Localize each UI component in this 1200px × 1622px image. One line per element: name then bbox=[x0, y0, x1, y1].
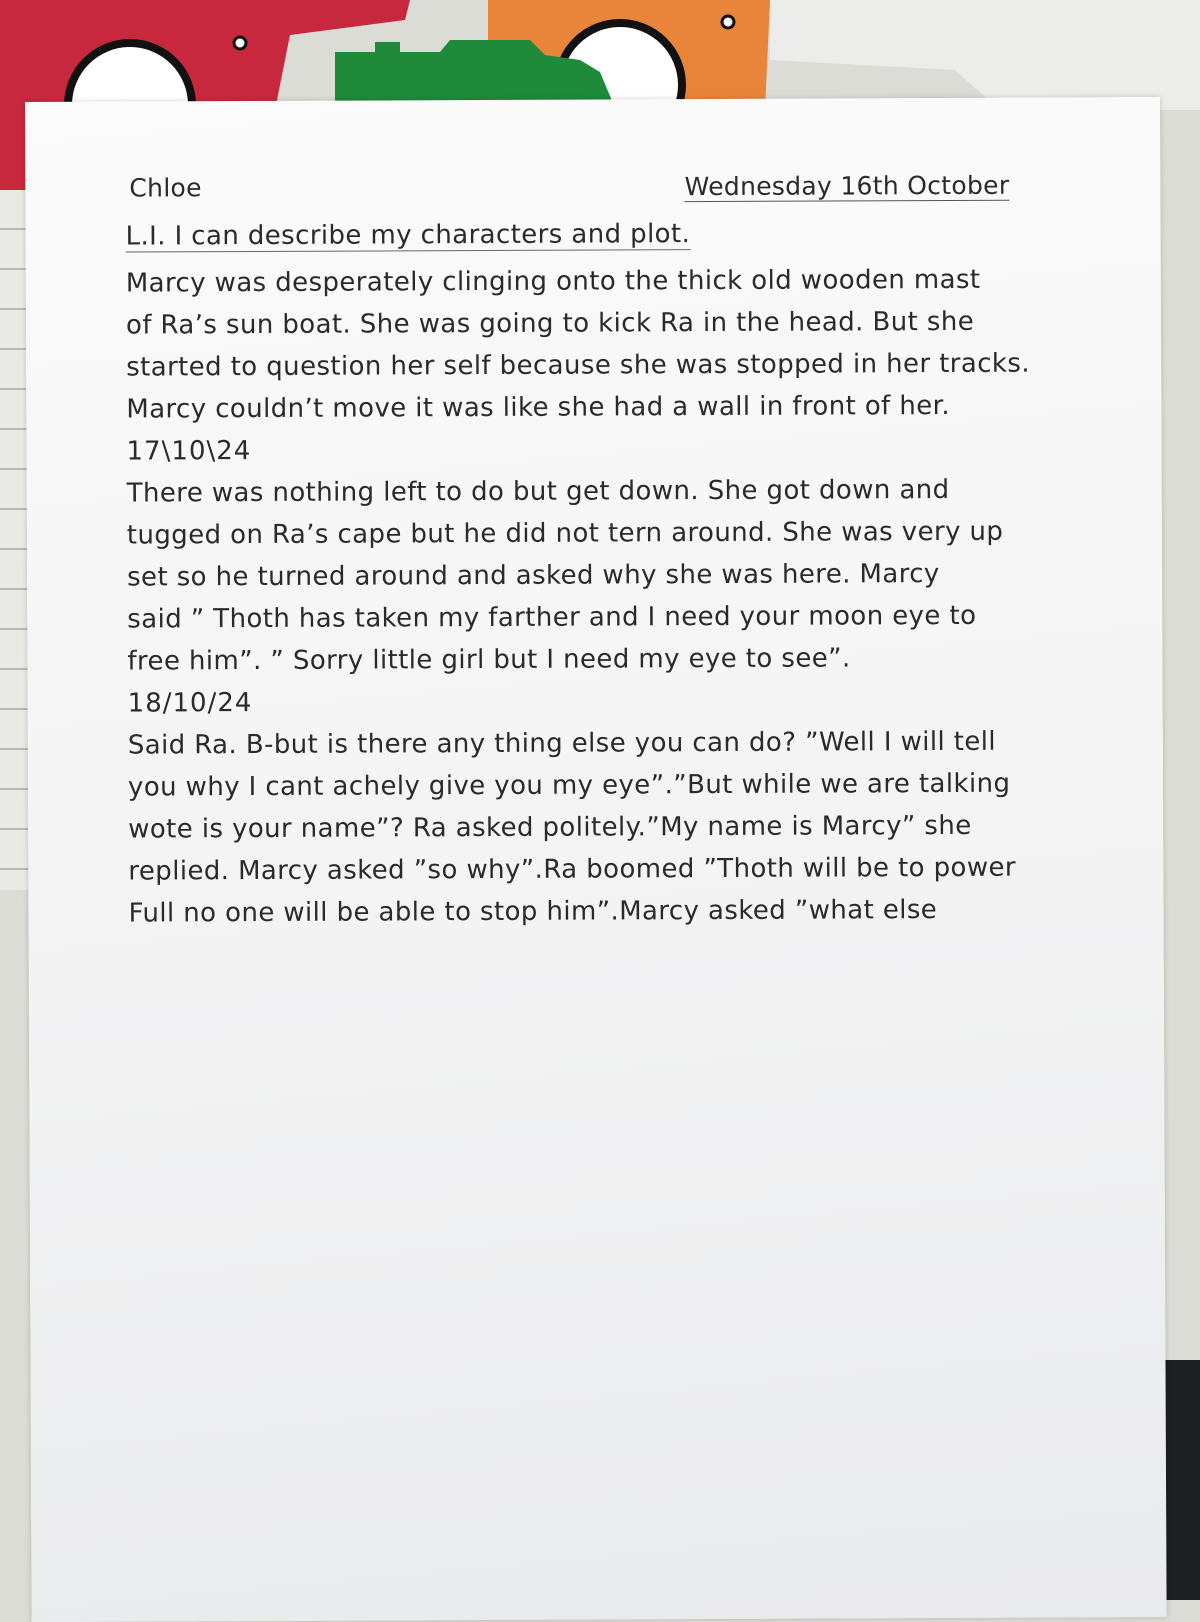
story-line: wote is your name”? Ra asked politely.”My name is Marcy” she bbox=[128, 810, 972, 845]
story-line: tugged on Ra’s cape but he did not tern around. She was very up bbox=[126, 516, 1004, 551]
story-line: Full no one will be able to stop him”.Marcy asked ”what else bbox=[128, 895, 938, 929]
worksheet-date: Wednesday 16th October bbox=[684, 170, 1010, 202]
story-line: Marcy couldn’t move it was like she had a wall in front of her. bbox=[126, 390, 951, 425]
story-line: replied. Marcy asked ”so why”.Ra boomed ”Thoth will be to power bbox=[128, 852, 1017, 887]
worksheet-header bbox=[129, 170, 1009, 214]
student-name: Chloe bbox=[129, 173, 202, 203]
story-line: There was nothing left to do but get down. She got down and bbox=[126, 474, 950, 509]
story-entry-2 bbox=[126, 427, 1037, 683]
story-line: of Ra’s sun boat. She was going to kick Ra in the head. But she bbox=[125, 306, 975, 341]
story-line: Said Ra. B-but is there any thing else you can do? ”Well I will tell bbox=[127, 726, 997, 761]
story-line: started to question her self because she was stopped in her tracks. bbox=[126, 348, 1031, 383]
red-card-hole bbox=[234, 37, 246, 49]
story-line: said ” Thoth has taken my farther and I need your moon eye to bbox=[127, 600, 977, 635]
story-line: set so he turned around and asked why she was here. Marcy bbox=[127, 559, 940, 593]
story-line: you why I cant achely give you my eye”.”But while we are talking bbox=[127, 768, 1011, 803]
story-text bbox=[125, 212, 1038, 935]
white-card bbox=[770, 0, 1200, 110]
story-entry-1 bbox=[126, 259, 1037, 431]
worksheet-paper bbox=[25, 97, 1167, 1622]
story-entry-3 bbox=[128, 679, 1039, 935]
entry-date: 18/10/24 bbox=[127, 688, 253, 719]
story-line: free him”. ” Sorry little girl but I need my eye to see”. bbox=[127, 643, 851, 677]
entry-date: 17\10\24 bbox=[126, 436, 252, 467]
orange-card-hole bbox=[722, 16, 734, 28]
story-line: Marcy was desperately clinging onto the thick old wooden mast bbox=[125, 264, 981, 299]
learning-intention: L.I. I can describe my characters and plot. bbox=[125, 219, 691, 252]
